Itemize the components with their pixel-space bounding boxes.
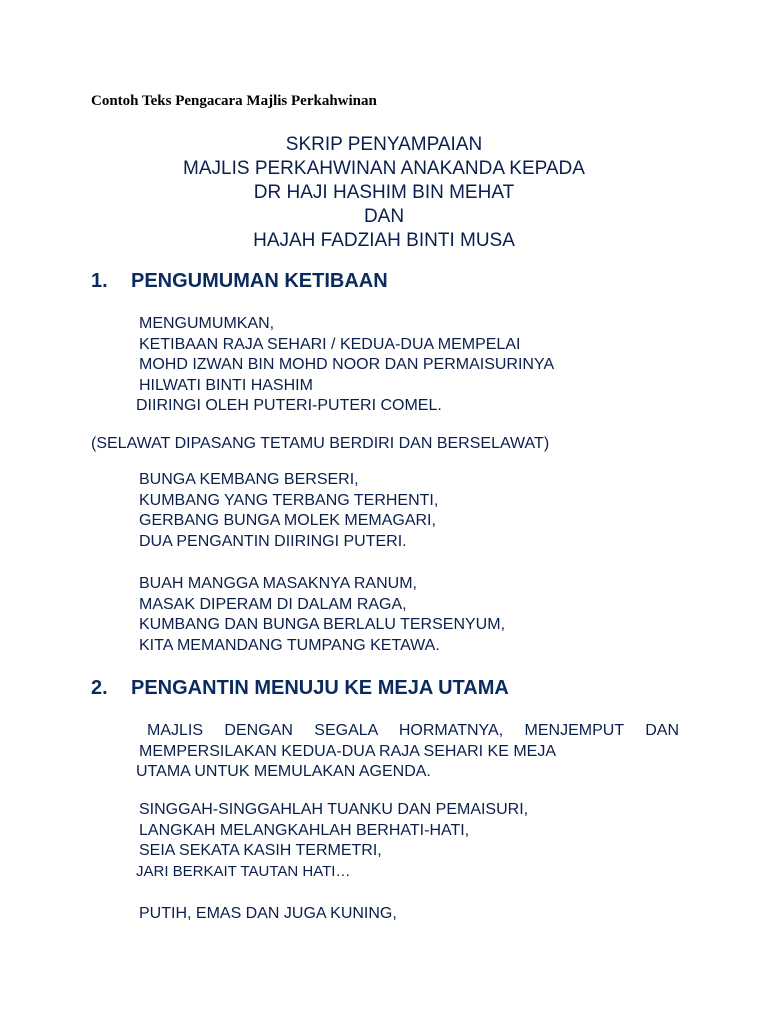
invitation-line: MEMPERSILAKAN KEDUA-DUA RAJA SEHARI KE MEJA	[139, 742, 556, 760]
pantun-line: KITA MEMANDANG TUMPANG KETAWA.	[139, 636, 440, 654]
announcement-line: MENGUMUMKAN,	[139, 315, 275, 332]
announcement-line: KETIBAAN RAJA SEHARI / KEDUA-DUA MEMPELAI	[139, 335, 521, 353]
section-2-heading	[91, 677, 509, 700]
pantun-line: DUA PENGANTIN DIIRINGI PUTERI.	[139, 532, 407, 550]
pantun-line: PUTIH, EMAS DAN JUGA KUNING,	[139, 905, 397, 922]
pantun-line: SEIA SEKATA KASIH TERMETRI,	[139, 842, 382, 859]
header-line: DR HAJI HASHIM BIN MEHAT	[253, 182, 515, 203]
header-line: DAN	[363, 206, 405, 227]
note-line: (SELAWAT DIPASANG TETAMU BERDIRI DAN BERSELAWAT)	[91, 435, 550, 452]
pantun-line: BUAH MANGGA MASAKNYA RANUM,	[139, 575, 417, 592]
announcement-paragraph	[136, 314, 555, 417]
pantun-line: LANGKAH MELANGKAHLAH BERHATI-HATI,	[139, 821, 470, 839]
pantun-line: SINGGAH-SINGGAHLAH TUANKU DAN PEMAISURI,	[139, 801, 529, 818]
announcement-line: MOHD IZWAN BIN MOHD NOOR DAN PERMAISURINYA	[139, 356, 555, 373]
pantun-stanza	[139, 904, 397, 925]
announcement-line: DIIRINGI OLEH PUTERI-PUTERI COMEL.	[136, 397, 442, 414]
header-line: HAJAH FADZIAH BINTI MUSA	[253, 230, 515, 251]
script-header	[0, 133, 768, 253]
section-title: PENGUMUMAN KETIBAAN	[131, 270, 388, 292]
document-title: Contoh Teks Pengacara Majlis Perkahwinan	[91, 93, 377, 109]
section-number: 2.	[91, 677, 108, 699]
invitation-paragraph	[136, 721, 679, 783]
section-1-heading	[91, 270, 388, 293]
header-line: SKRIP PENYAMPAIAN	[285, 134, 483, 155]
announcement-line: HILWATI BINTI HASHIM	[139, 376, 313, 394]
pantun-line: JARI BERKAIT TAUTAN HATI…	[136, 862, 351, 880]
pantun-line: KUMBANG DAN BUNGA BERLALU TERSENYUM,	[139, 616, 506, 633]
pantun-stanza	[139, 574, 505, 656]
invitation-line: MAJLIS DENGAN SEGALA HORMATNYA, MENJEMPUT DAN	[147, 722, 679, 739]
invitation-line: UTAMA UNTUK MEMULAKAN AGENDA.	[136, 763, 431, 780]
pantun-line: GERBANG BUNGA MOLEK MEMAGARI,	[139, 512, 436, 529]
pantun-stanza	[139, 470, 438, 552]
pantun-line: MASAK DIPERAM DI DALAM RAGA,	[139, 595, 407, 613]
section-number: 1.	[91, 270, 108, 292]
pantun-stanza	[136, 800, 529, 882]
pantun-line: BUNGA KEMBANG BERSERI,	[139, 471, 359, 488]
header-line: MAJLIS PERKAHWINAN ANAKANDA KEPADA	[183, 158, 585, 179]
section-title: PENGANTIN MENUJU KE MEJA UTAMA	[131, 677, 509, 699]
pantun-line: KUMBANG YANG TERBANG TERHENTI,	[139, 491, 439, 509]
selawat-note	[91, 434, 549, 455]
